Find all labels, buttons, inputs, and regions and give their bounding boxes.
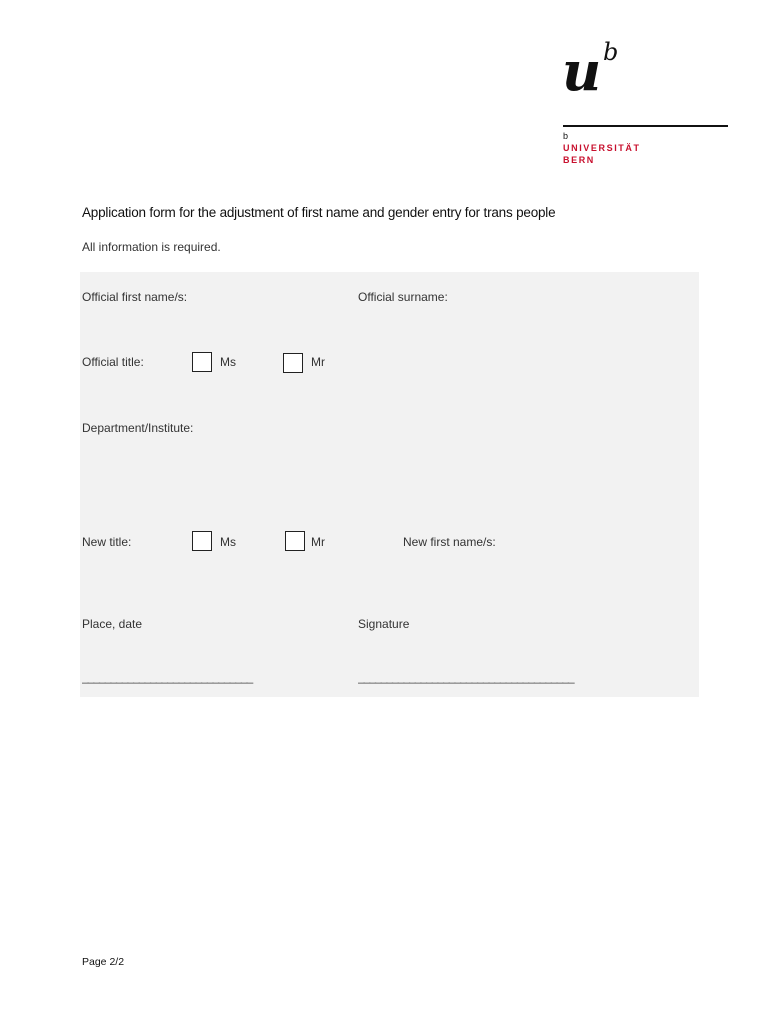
official-title-mr-checkbox[interactable] xyxy=(283,353,303,373)
place-date-label: Place, date xyxy=(82,617,143,631)
new-title-label: New title: xyxy=(82,535,132,549)
logo-university-word: UNIVERSITÄT xyxy=(563,143,641,153)
new-title-mr-label: Mr xyxy=(311,535,325,549)
required-note: All information is required. xyxy=(82,240,221,254)
official-first-names-label: Official first name/s: xyxy=(82,290,188,304)
new-title-ms-checkbox[interactable] xyxy=(192,531,212,551)
new-title-ms-label: Ms xyxy=(220,535,236,549)
university-logo-mark: u xyxy=(562,39,600,103)
form-panel xyxy=(80,272,699,697)
signature-label: Signature xyxy=(358,617,410,631)
official-title-ms-label: Ms xyxy=(220,355,236,369)
department-label: Department/Institute: xyxy=(82,421,194,435)
form-heading: Application form for the adjustment of first name and gender entry for trans people xyxy=(82,205,556,220)
new-first-names-label: New first name/s: xyxy=(403,535,496,549)
logo-small-b: b xyxy=(563,131,569,141)
logo-bern-word: BERN xyxy=(563,155,595,165)
place-date-line[interactable]: ______________________________ xyxy=(82,670,253,684)
page-number: Page 2/2 xyxy=(82,956,125,968)
official-title-label: Official title: xyxy=(82,355,144,369)
official-title-mr-label: Mr xyxy=(311,355,325,369)
university-logo-superscript: b xyxy=(603,38,619,66)
official-surname-label: Official surname: xyxy=(358,290,448,304)
logo-divider xyxy=(563,125,728,127)
signature-line[interactable]: ______________________________________ xyxy=(358,670,574,684)
new-title-mr-checkbox[interactable] xyxy=(285,531,305,551)
official-title-ms-checkbox[interactable] xyxy=(192,352,212,372)
